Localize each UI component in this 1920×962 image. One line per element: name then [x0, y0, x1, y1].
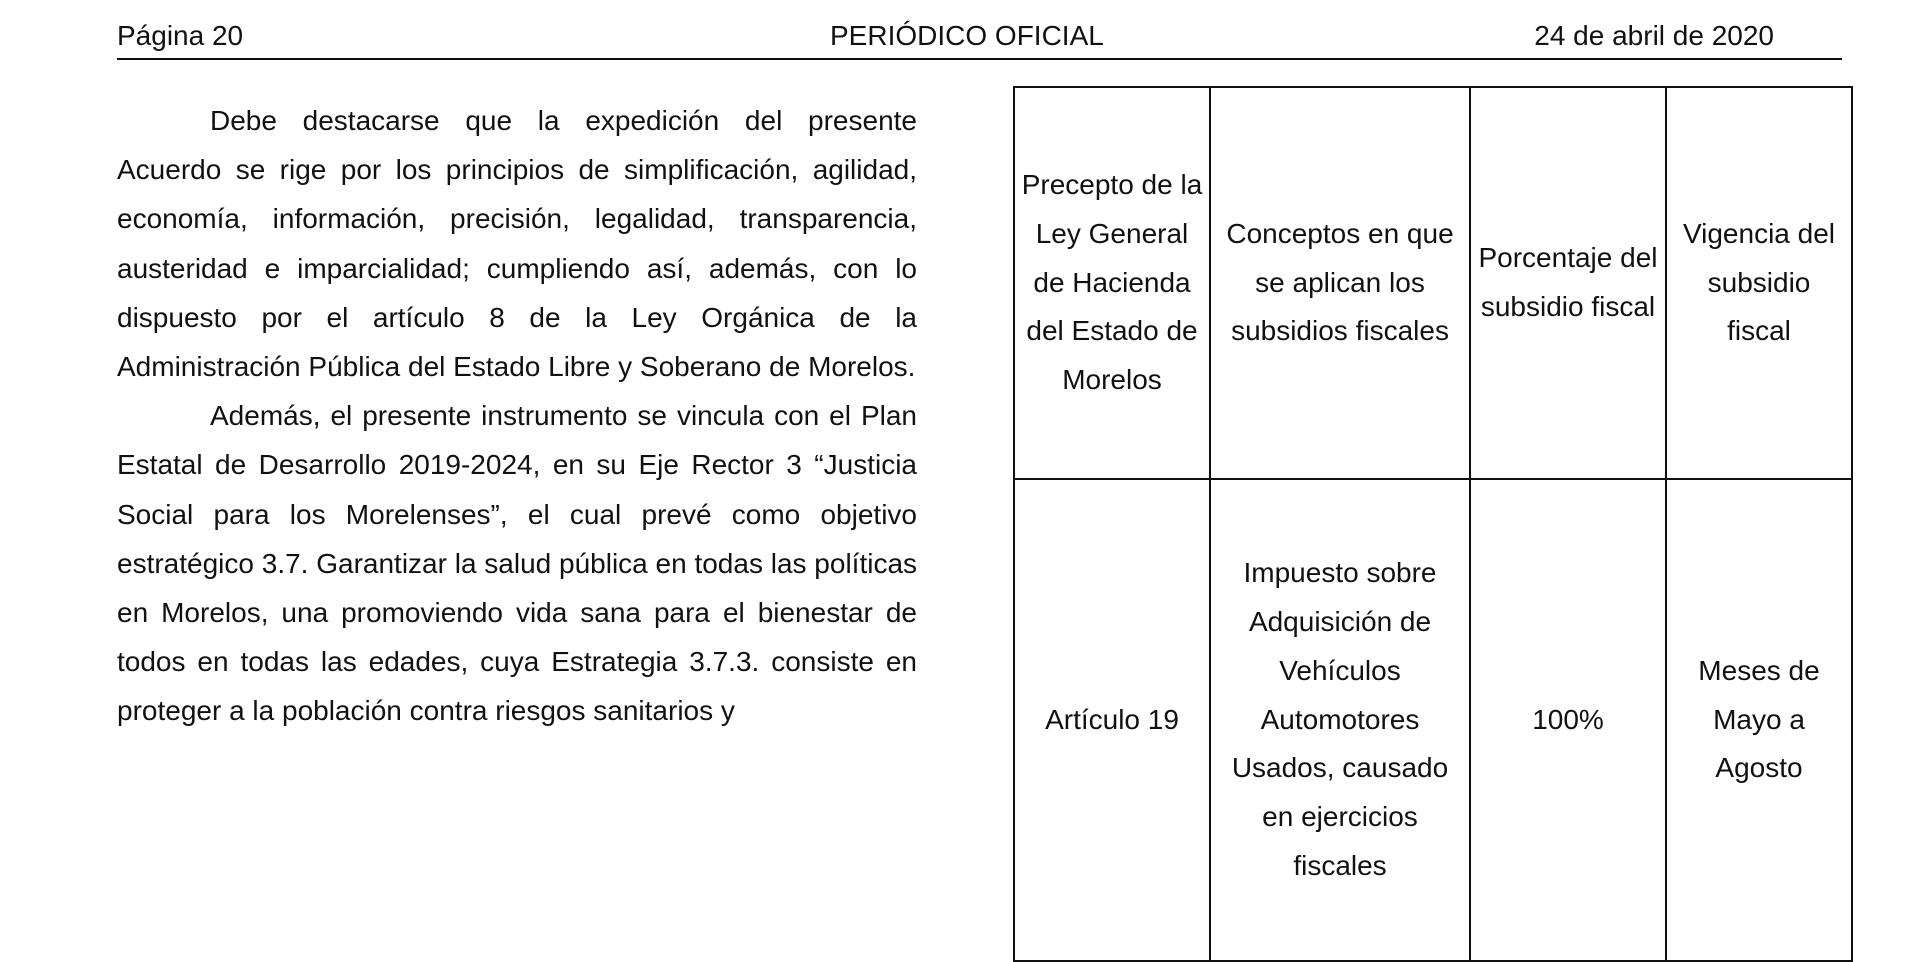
publication-date: 24 de abril de 2020: [1534, 20, 1774, 51]
table-row: [1014, 479, 1852, 961]
table-header-row: [1014, 87, 1852, 479]
body-text-column: [117, 96, 917, 736]
header-vigencia: Vigencia del subsidio fiscal: [1666, 87, 1852, 479]
cell-precepto: Artículo 19: [1014, 479, 1210, 961]
publication-title: PERIÓDICO OFICIAL: [830, 20, 1104, 51]
subsidy-table: [1013, 86, 1853, 962]
cell-vigencia: Meses de Mayo a Agosto: [1666, 479, 1852, 961]
paragraph-1: Debe destacarse que la expedición del presente Acuerdo se rige por los principios de simplificación, agilidad, economía, información, precisión, legalidad, transparencia, austeridad e imparcialidad; cumpliendo así, además, con lo dispuesto por el artículo 8 de la Ley Orgánica de la Administración Pública del Estado Libre y Soberano de Morelos.: [117, 105, 917, 383]
page-number: Página 20: [117, 20, 244, 51]
page-header: [117, 16, 1842, 60]
header-precepto: Precepto de la Ley General de Hacienda del Estado de Morelos: [1014, 87, 1210, 479]
cell-concepto: Impuesto sobre Adquisición de Vehículos Automotores Usados, causado en ejercicios fiscales: [1210, 479, 1470, 961]
header-conceptos: Conceptos en que se aplican los subsidios fiscales: [1210, 87, 1470, 479]
header-porcentaje: Porcentaje del subsidio fiscal: [1470, 87, 1666, 479]
paragraph-2: Además, el presente instrumento se vincula con el Plan Estatal de Desarrollo 2019-2024, en su Eje Rector 3 “Justicia Social para los Morelenses”, el cual prevé como objetivo estratégico 3.7. Garantizar la salud pública en todas las políticas en Morelos, una promoviendo vida sana para el bienestar de todos en todas las edades, cuya Estrategia 3.7.3. consiste en proteger a la población contra riesgos sanitarios y: [117, 400, 918, 727]
cell-porcentaje: 100%: [1470, 479, 1666, 961]
